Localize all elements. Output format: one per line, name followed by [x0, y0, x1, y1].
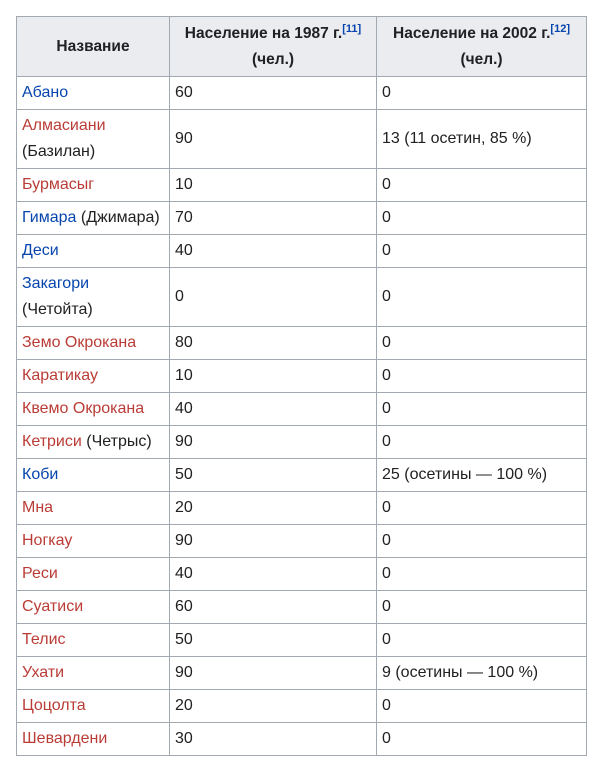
village-link[interactable]: Ногкау	[22, 532, 73, 549]
cell-pop-2002: 0	[377, 690, 587, 723]
population-table	[16, 16, 587, 756]
village-link[interactable]: Суатиси	[22, 598, 84, 615]
cell-pop-1987: 90	[170, 426, 377, 459]
table-row	[17, 624, 587, 657]
cell-pop-2002: 0	[377, 327, 587, 360]
village-link[interactable]: Кетриси	[22, 433, 82, 450]
village-link[interactable]: Гимара	[22, 209, 77, 226]
header-name-label: Название	[56, 37, 130, 55]
header-pop-1987	[170, 17, 377, 77]
cell-pop-1987: 20	[170, 690, 377, 723]
village-link[interactable]: Земо Окрокана	[22, 334, 137, 351]
cell-village-name	[17, 492, 170, 525]
table-row	[17, 591, 587, 624]
village-alt-name: (Джимара)	[80, 209, 160, 226]
cell-pop-2002: 0	[377, 426, 587, 459]
cell-pop-1987: 60	[170, 591, 377, 624]
village-link[interactable]: Квемо Окрокана	[22, 400, 145, 417]
cell-village-name	[17, 360, 170, 393]
table-row	[17, 426, 587, 459]
cell-pop-2002: 0	[377, 202, 587, 235]
cell-village-name	[17, 202, 170, 235]
table-row	[17, 558, 587, 591]
cell-pop-1987: 0	[170, 268, 377, 327]
village-link[interactable]: Каратикау	[22, 367, 98, 384]
cell-pop-2002: 0	[377, 268, 587, 327]
cell-pop-2002: 0	[377, 723, 587, 756]
header-pop-2002-unit: (чел.)	[460, 50, 503, 68]
table-row	[17, 235, 587, 268]
table-row	[17, 327, 587, 360]
table-row	[17, 202, 587, 235]
cell-village-name	[17, 268, 170, 327]
cell-pop-1987: 90	[170, 525, 377, 558]
cell-village-name	[17, 235, 170, 268]
cell-pop-1987: 30	[170, 723, 377, 756]
cell-village-name	[17, 558, 170, 591]
table-row	[17, 268, 587, 327]
table-row	[17, 459, 587, 492]
village-alt-name: (Четрыс)	[86, 433, 152, 450]
cell-pop-2002: 0	[377, 492, 587, 525]
table-row	[17, 723, 587, 756]
cell-pop-1987: 80	[170, 327, 377, 360]
cell-village-name	[17, 723, 170, 756]
cell-pop-1987: 10	[170, 169, 377, 202]
village-link[interactable]: Коби	[22, 466, 59, 483]
cell-pop-1987: 50	[170, 459, 377, 492]
cell-pop-2002: 0	[377, 360, 587, 393]
cell-village-name	[17, 110, 170, 169]
cell-village-name	[17, 690, 170, 723]
cell-pop-1987: 20	[170, 492, 377, 525]
table-body	[17, 77, 587, 756]
village-link[interactable]: Алмасиани	[22, 117, 106, 134]
cell-pop-1987: 70	[170, 202, 377, 235]
village-alt-name: (Четойта)	[22, 301, 93, 318]
cell-pop-2002: 25 (осетины — 100 %)	[377, 459, 587, 492]
village-link[interactable]: Шевардени	[22, 730, 108, 747]
cell-village-name	[17, 591, 170, 624]
cell-pop-2002: 0	[377, 591, 587, 624]
village-link[interactable]: Реси	[22, 565, 58, 582]
reference-12-link[interactable]: [12]	[550, 22, 570, 35]
cell-pop-1987: 90	[170, 110, 377, 169]
reference-11-link[interactable]: [11]	[342, 22, 362, 35]
cell-pop-1987: 90	[170, 657, 377, 690]
table-row	[17, 110, 587, 169]
table-row	[17, 360, 587, 393]
village-link[interactable]: Закагори	[22, 275, 90, 292]
cell-village-name	[17, 393, 170, 426]
cell-pop-2002: 0	[377, 169, 587, 202]
cell-village-name	[17, 525, 170, 558]
cell-pop-2002: 13 (11 осетин, 85 %)	[377, 110, 587, 169]
village-link[interactable]: Бурмасыг	[22, 176, 95, 193]
cell-village-name	[17, 169, 170, 202]
village-link[interactable]: Мна	[22, 499, 54, 516]
cell-village-name	[17, 657, 170, 690]
cell-pop-1987: 40	[170, 393, 377, 426]
table-row	[17, 657, 587, 690]
header-name	[17, 17, 170, 77]
village-alt-name: (Базилан)	[22, 143, 96, 160]
cell-pop-1987: 40	[170, 235, 377, 268]
village-link[interactable]: Ухати	[22, 664, 65, 681]
header-pop-1987-label: Население на 1987 г.	[184, 24, 343, 42]
header-pop-2002-label: Население на 2002 г.	[393, 24, 551, 42]
cell-village-name	[17, 459, 170, 492]
village-link[interactable]: Телис	[22, 631, 66, 648]
cell-pop-2002: 9 (осетины — 100 %)	[377, 657, 587, 690]
cell-pop-2002: 0	[377, 393, 587, 426]
table-row	[17, 492, 587, 525]
reference-12	[550, 22, 570, 34]
village-link[interactable]: Цоцолта	[22, 697, 86, 714]
table-row	[17, 169, 587, 202]
cell-pop-1987: 60	[170, 77, 377, 110]
cell-village-name	[17, 77, 170, 110]
cell-pop-1987: 40	[170, 558, 377, 591]
cell-pop-1987: 10	[170, 360, 377, 393]
header-pop-2002	[377, 17, 587, 77]
cell-pop-2002: 0	[377, 525, 587, 558]
cell-pop-2002: 0	[377, 77, 587, 110]
cell-village-name	[17, 327, 170, 360]
village-link[interactable]: Абано	[22, 84, 69, 101]
cell-pop-1987: 50	[170, 624, 377, 657]
table-row	[17, 77, 587, 110]
village-link[interactable]: Деси	[22, 242, 59, 259]
table-header-row	[17, 17, 587, 77]
cell-village-name	[17, 426, 170, 459]
table-row	[17, 393, 587, 426]
cell-pop-2002: 0	[377, 624, 587, 657]
table-row	[17, 525, 587, 558]
header-pop-1987-unit: (чел.)	[251, 50, 295, 68]
cell-pop-2002: 0	[377, 558, 587, 591]
reference-11	[342, 22, 361, 34]
cell-village-name	[17, 624, 170, 657]
cell-pop-2002: 0	[377, 235, 587, 268]
table-row	[17, 690, 587, 723]
